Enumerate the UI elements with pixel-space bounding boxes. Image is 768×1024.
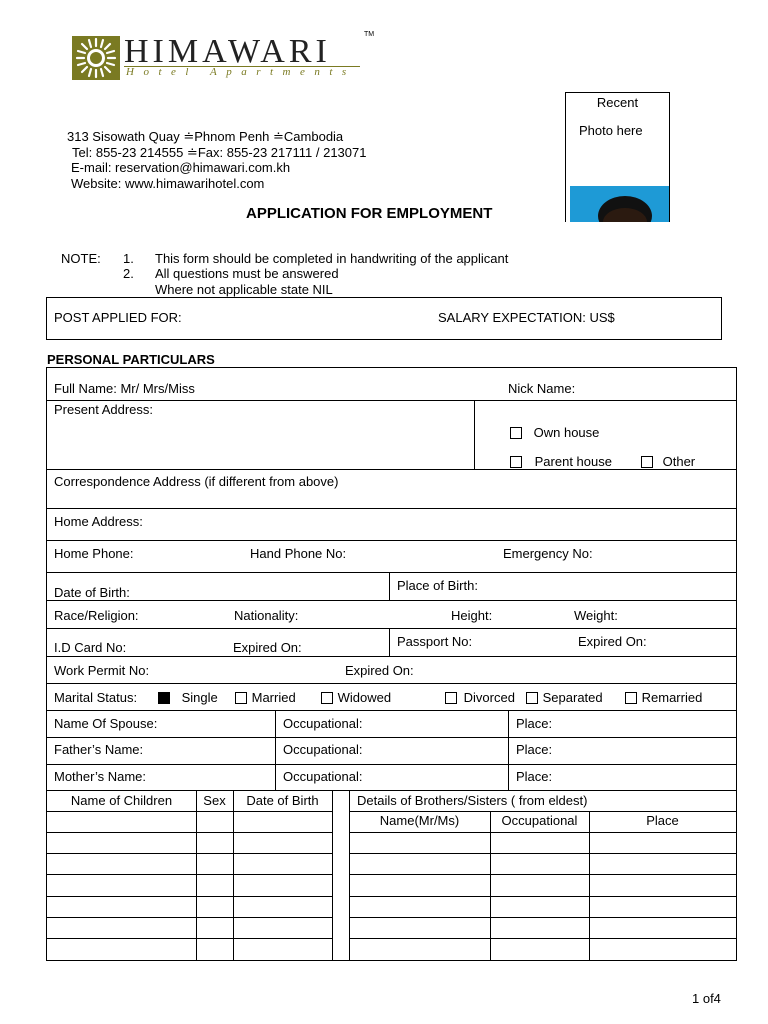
- children-row-line: [47, 811, 333, 812]
- marital-divorced[interactable]: [445, 690, 515, 705]
- spouse-name-label[interactable]: Name Of Spouse:: [54, 716, 158, 731]
- row-line: [47, 656, 736, 657]
- correspondence-address-label[interactable]: Correspondence Address (if different from above): [54, 474, 339, 489]
- siblings-row-line: [349, 832, 736, 833]
- row-line: [47, 600, 736, 601]
- full-name-label[interactable]: Full Name: Mr/ Mrs/Miss: [54, 381, 195, 396]
- children-row-line: [47, 896, 333, 897]
- mother-place-label[interactable]: Place:: [516, 769, 553, 784]
- post-underline: [54, 339, 160, 340]
- note-num-2: 2.: [123, 266, 134, 281]
- children-row-line: [47, 874, 333, 875]
- siblings-header-occupational: Occupational: [501, 813, 578, 828]
- row-line: [47, 764, 736, 765]
- parent-house-checkbox[interactable]: [510, 456, 522, 468]
- spouse-occupational-label[interactable]: Occupational:: [283, 716, 363, 731]
- spouse-place-label[interactable]: Place:: [516, 716, 553, 731]
- married-label: Married: [251, 690, 296, 705]
- row-line: [47, 737, 736, 738]
- parent-house-option[interactable]: [510, 454, 612, 469]
- single-checkbox[interactable]: [158, 692, 170, 704]
- pob-label[interactable]: Place of Birth:: [397, 578, 478, 593]
- children-header-dob: Date of Birth: [246, 793, 319, 808]
- own-house-label: Own house: [533, 425, 600, 440]
- children-col-line: [332, 790, 333, 961]
- brand-name: HIMAWARI: [124, 33, 331, 70]
- note-num-1: 1.: [123, 251, 134, 266]
- own-house-checkbox[interactable]: [510, 427, 522, 439]
- other-house-option[interactable]: [641, 454, 695, 469]
- note-text-2: All questions must be answered: [155, 266, 339, 281]
- marital-widowed[interactable]: [321, 690, 391, 705]
- children-row-line: [47, 938, 333, 939]
- mother-name-label[interactable]: Mother’s Name:: [54, 769, 146, 784]
- height-label[interactable]: Height:: [451, 608, 493, 623]
- section-heading-personal: PERSONAL PARTICULARS: [47, 352, 215, 367]
- form-title: APPLICATION FOR EMPLOYMENT: [246, 205, 493, 222]
- note-extra: Where not applicable state NIL: [155, 282, 333, 297]
- id-card-label[interactable]: I.D Card No:: [54, 640, 127, 655]
- website-line: Website: www.himawarihotel.com: [71, 176, 265, 191]
- sunflower-logo-icon: [72, 36, 120, 80]
- row-line: [47, 683, 736, 684]
- photo-label-recent: Recent: [596, 95, 639, 110]
- photo-image: [570, 186, 670, 222]
- salary-expectation-label[interactable]: SALARY EXPECTATION: US$: [438, 310, 615, 325]
- married-checkbox[interactable]: [235, 692, 247, 704]
- parent-house-label: Parent house: [534, 454, 612, 469]
- trademark: TM: [364, 31, 375, 38]
- children-col-line: [233, 790, 234, 961]
- children-col-line: [196, 790, 197, 961]
- hand-phone-label[interactable]: Hand Phone No:: [250, 546, 347, 561]
- divorced-checkbox[interactable]: [445, 692, 457, 704]
- row-line: [47, 469, 736, 470]
- work-permit-expired-label[interactable]: Expired On:: [345, 663, 414, 678]
- siblings-header-name: Name(Mr/Ms): [379, 813, 460, 828]
- photo-box: [565, 92, 670, 222]
- brand-tagline: Hotel Apartments: [126, 66, 356, 78]
- address-line: 313 Sisowath Quay ≐Phnom Penh ≐Cambodia: [67, 129, 344, 144]
- page-number: 1 of4: [692, 991, 721, 1006]
- siblings-title: Details of Brothers/Sisters ( from eldest): [357, 793, 588, 808]
- emergency-no-label[interactable]: Emergency No:: [503, 546, 593, 561]
- col-line: [474, 400, 475, 469]
- col-line: [508, 710, 509, 791]
- marital-remarried[interactable]: [625, 690, 702, 705]
- tel-fax-line: Tel: 855-23 214555 ≐Fax: 855-23 217111 / 213071: [72, 145, 367, 160]
- post-applied-label[interactable]: POST APPLIED FOR:: [54, 310, 182, 325]
- row-line: [47, 400, 736, 401]
- row-line: [47, 628, 736, 629]
- father-occupational-label[interactable]: Occupational:: [283, 742, 363, 757]
- separated-checkbox[interactable]: [526, 692, 538, 704]
- marital-separated[interactable]: [526, 690, 603, 705]
- children-header-name: Name of Children: [70, 793, 173, 808]
- passport-expired-label[interactable]: Expired On:: [578, 634, 647, 649]
- row-line: [47, 710, 736, 711]
- note-label: NOTE:: [61, 251, 101, 266]
- person-photo-icon: [570, 186, 670, 222]
- post-box: [46, 297, 722, 340]
- siblings-row-line: [349, 917, 736, 918]
- nationality-label[interactable]: Nationality:: [234, 608, 299, 623]
- dob-label[interactable]: Date of Birth:: [54, 585, 130, 600]
- father-name-label[interactable]: Father’s Name:: [54, 742, 144, 757]
- weight-label[interactable]: Weight:: [574, 608, 618, 623]
- row-line: [47, 540, 736, 541]
- marital-single[interactable]: [158, 690, 218, 705]
- siblings-row-line: [349, 811, 736, 812]
- marital-status-label: Marital Status:: [54, 690, 138, 705]
- photo-box-left-extension: [565, 180, 566, 222]
- row-line: [47, 790, 736, 791]
- row-line: [47, 572, 736, 573]
- note-text-1: This form should be completed in handwriting of the applicant: [155, 251, 509, 266]
- work-permit-label[interactable]: Work Permit No:: [54, 663, 150, 678]
- children-row-line: [47, 917, 333, 918]
- nick-name-label[interactable]: Nick Name:: [508, 381, 576, 396]
- children-row-line: [47, 853, 333, 854]
- id-expired-label[interactable]: Expired On:: [233, 640, 302, 655]
- photo-label-here: Photo here: [579, 123, 643, 138]
- father-place-label[interactable]: Place:: [516, 742, 553, 757]
- email-line: E-mail: reservation@himawari.com.kh: [71, 160, 291, 175]
- race-religion-label[interactable]: Race/Religion:: [54, 608, 139, 623]
- widowed-checkbox[interactable]: [321, 692, 333, 704]
- other-checkbox[interactable]: [641, 456, 653, 468]
- separated-label: Separated: [542, 690, 603, 705]
- col-line: [389, 572, 390, 600]
- other-label: Other: [662, 454, 696, 469]
- siblings-header-place: Place: [646, 813, 679, 828]
- siblings-row-line: [349, 874, 736, 875]
- mother-occupational-label[interactable]: Occupational:: [283, 769, 363, 784]
- home-address-label[interactable]: Home Address:: [54, 514, 143, 529]
- col-line: [275, 710, 276, 791]
- siblings-row-line: [349, 896, 736, 897]
- home-phone-label[interactable]: Home Phone:: [54, 546, 134, 561]
- siblings-row-line: [349, 853, 736, 854]
- remarried-checkbox[interactable]: [625, 692, 637, 704]
- passport-label[interactable]: Passport No:: [397, 634, 473, 649]
- single-label: Single: [181, 690, 218, 705]
- widowed-label: Widowed: [337, 690, 392, 705]
- remarried-label: Remarried: [641, 690, 703, 705]
- own-house-option[interactable]: [510, 425, 599, 440]
- present-address-label[interactable]: Present Address:: [54, 402, 153, 417]
- marital-married[interactable]: [235, 690, 296, 705]
- logo: [70, 31, 375, 82]
- siblings-row-line: [349, 938, 736, 939]
- children-header-sex: Sex: [203, 793, 226, 808]
- row-line: [47, 508, 736, 509]
- personal-table: [46, 367, 737, 961]
- col-line: [389, 628, 390, 656]
- children-row-line: [47, 832, 333, 833]
- divorced-label: Divorced: [463, 690, 515, 705]
